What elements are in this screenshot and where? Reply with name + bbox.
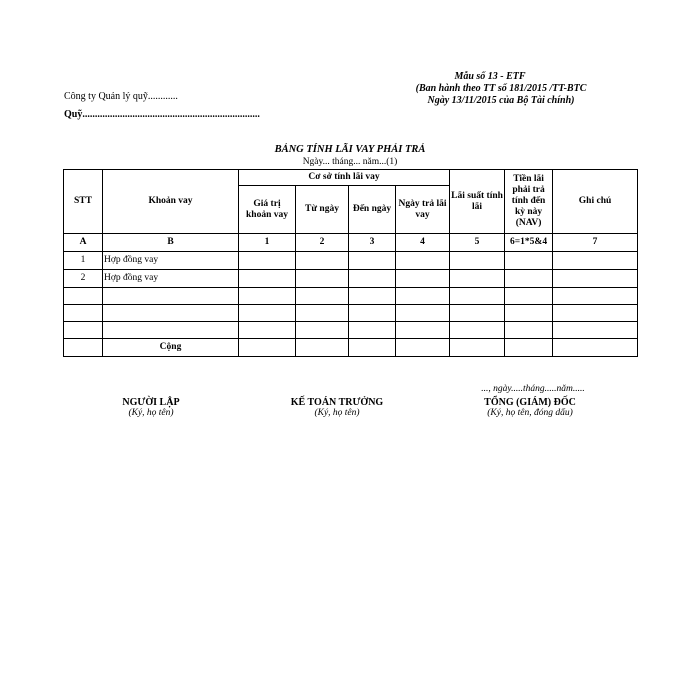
code-cell: 1	[239, 234, 296, 252]
preparer-role: NGƯỜI LẬP	[122, 397, 180, 408]
interest-table	[63, 169, 638, 357]
table-row	[64, 270, 638, 288]
header-stt: STT	[64, 170, 103, 234]
code-cell: 2	[296, 234, 349, 252]
form-number: Mẫu số 13 - ETF	[454, 71, 526, 82]
header-loan-value: Giá trị khoản vay	[239, 186, 296, 234]
table-row-empty	[64, 305, 638, 322]
director-signature	[430, 397, 630, 418]
header-basis-group: Cơ sở tính lãi vay	[239, 170, 450, 186]
header-to-date: Đến ngày	[349, 186, 396, 234]
code-cell: A	[64, 234, 103, 252]
chief-accountant-note: (Ký, họ tên)	[314, 408, 360, 418]
document-date: Ngày... tháng... năm...(1)	[302, 157, 398, 167]
header-from-date: Từ ngày	[296, 186, 349, 234]
code-cell: 7	[553, 234, 638, 252]
fund-label: Quỹ.......................................................................	[64, 109, 260, 120]
total-row	[64, 339, 638, 357]
row-stt: 1	[64, 252, 103, 270]
code-cell: 5	[450, 234, 505, 252]
chief-accountant-signature	[237, 397, 437, 418]
preparer-note: (Ký, họ tên)	[128, 408, 174, 418]
header-interest: Tiền lãi phải trả tính đến kỳ này (NAV)	[505, 170, 553, 234]
preparer-signature	[51, 397, 251, 418]
row-stt: 2	[64, 270, 103, 288]
code-row	[64, 234, 638, 252]
table-row-empty	[64, 322, 638, 339]
code-cell: 6=1*5&4	[505, 234, 553, 252]
table-row	[64, 252, 638, 270]
row-loan: Hợp đồng vay	[103, 252, 239, 270]
issued-by-line-1: (Ban hành theo TT số 181/2015 /TT-BTC	[415, 83, 587, 94]
header-note: Ghi chú	[553, 170, 638, 234]
header-row-1	[64, 170, 638, 186]
code-cell: 3	[349, 234, 396, 252]
chief-accountant-role: KẾ TOÁN TRƯỞNG	[290, 397, 384, 408]
document-title: BẢNG TÍNH LÃI VAY PHẢI TRẢ	[274, 144, 426, 155]
director-note: (Ký, họ tên, đóng dấu)	[487, 408, 573, 418]
total-label: Cộng	[103, 339, 239, 357]
header-pay-date: Ngày trả lãi vay	[396, 186, 450, 234]
director-role: TỔNG (GIÁM) ĐỐC	[484, 397, 576, 408]
signature-date-line: ..., ngày.....tháng.....năm.....	[481, 384, 585, 394]
row-loan: Hợp đồng vay	[103, 270, 239, 288]
company-label: Công ty Quản lý quỹ............	[64, 91, 178, 102]
issued-by-line-2: Ngày 13/11/2015 của Bộ Tài chính)	[427, 95, 575, 106]
header-rate: Lãi suất tính lãi	[450, 170, 505, 234]
table-row-empty	[64, 288, 638, 305]
code-cell: 4	[396, 234, 450, 252]
code-cell: B	[103, 234, 239, 252]
header-loan: Khoản vay	[103, 170, 239, 234]
